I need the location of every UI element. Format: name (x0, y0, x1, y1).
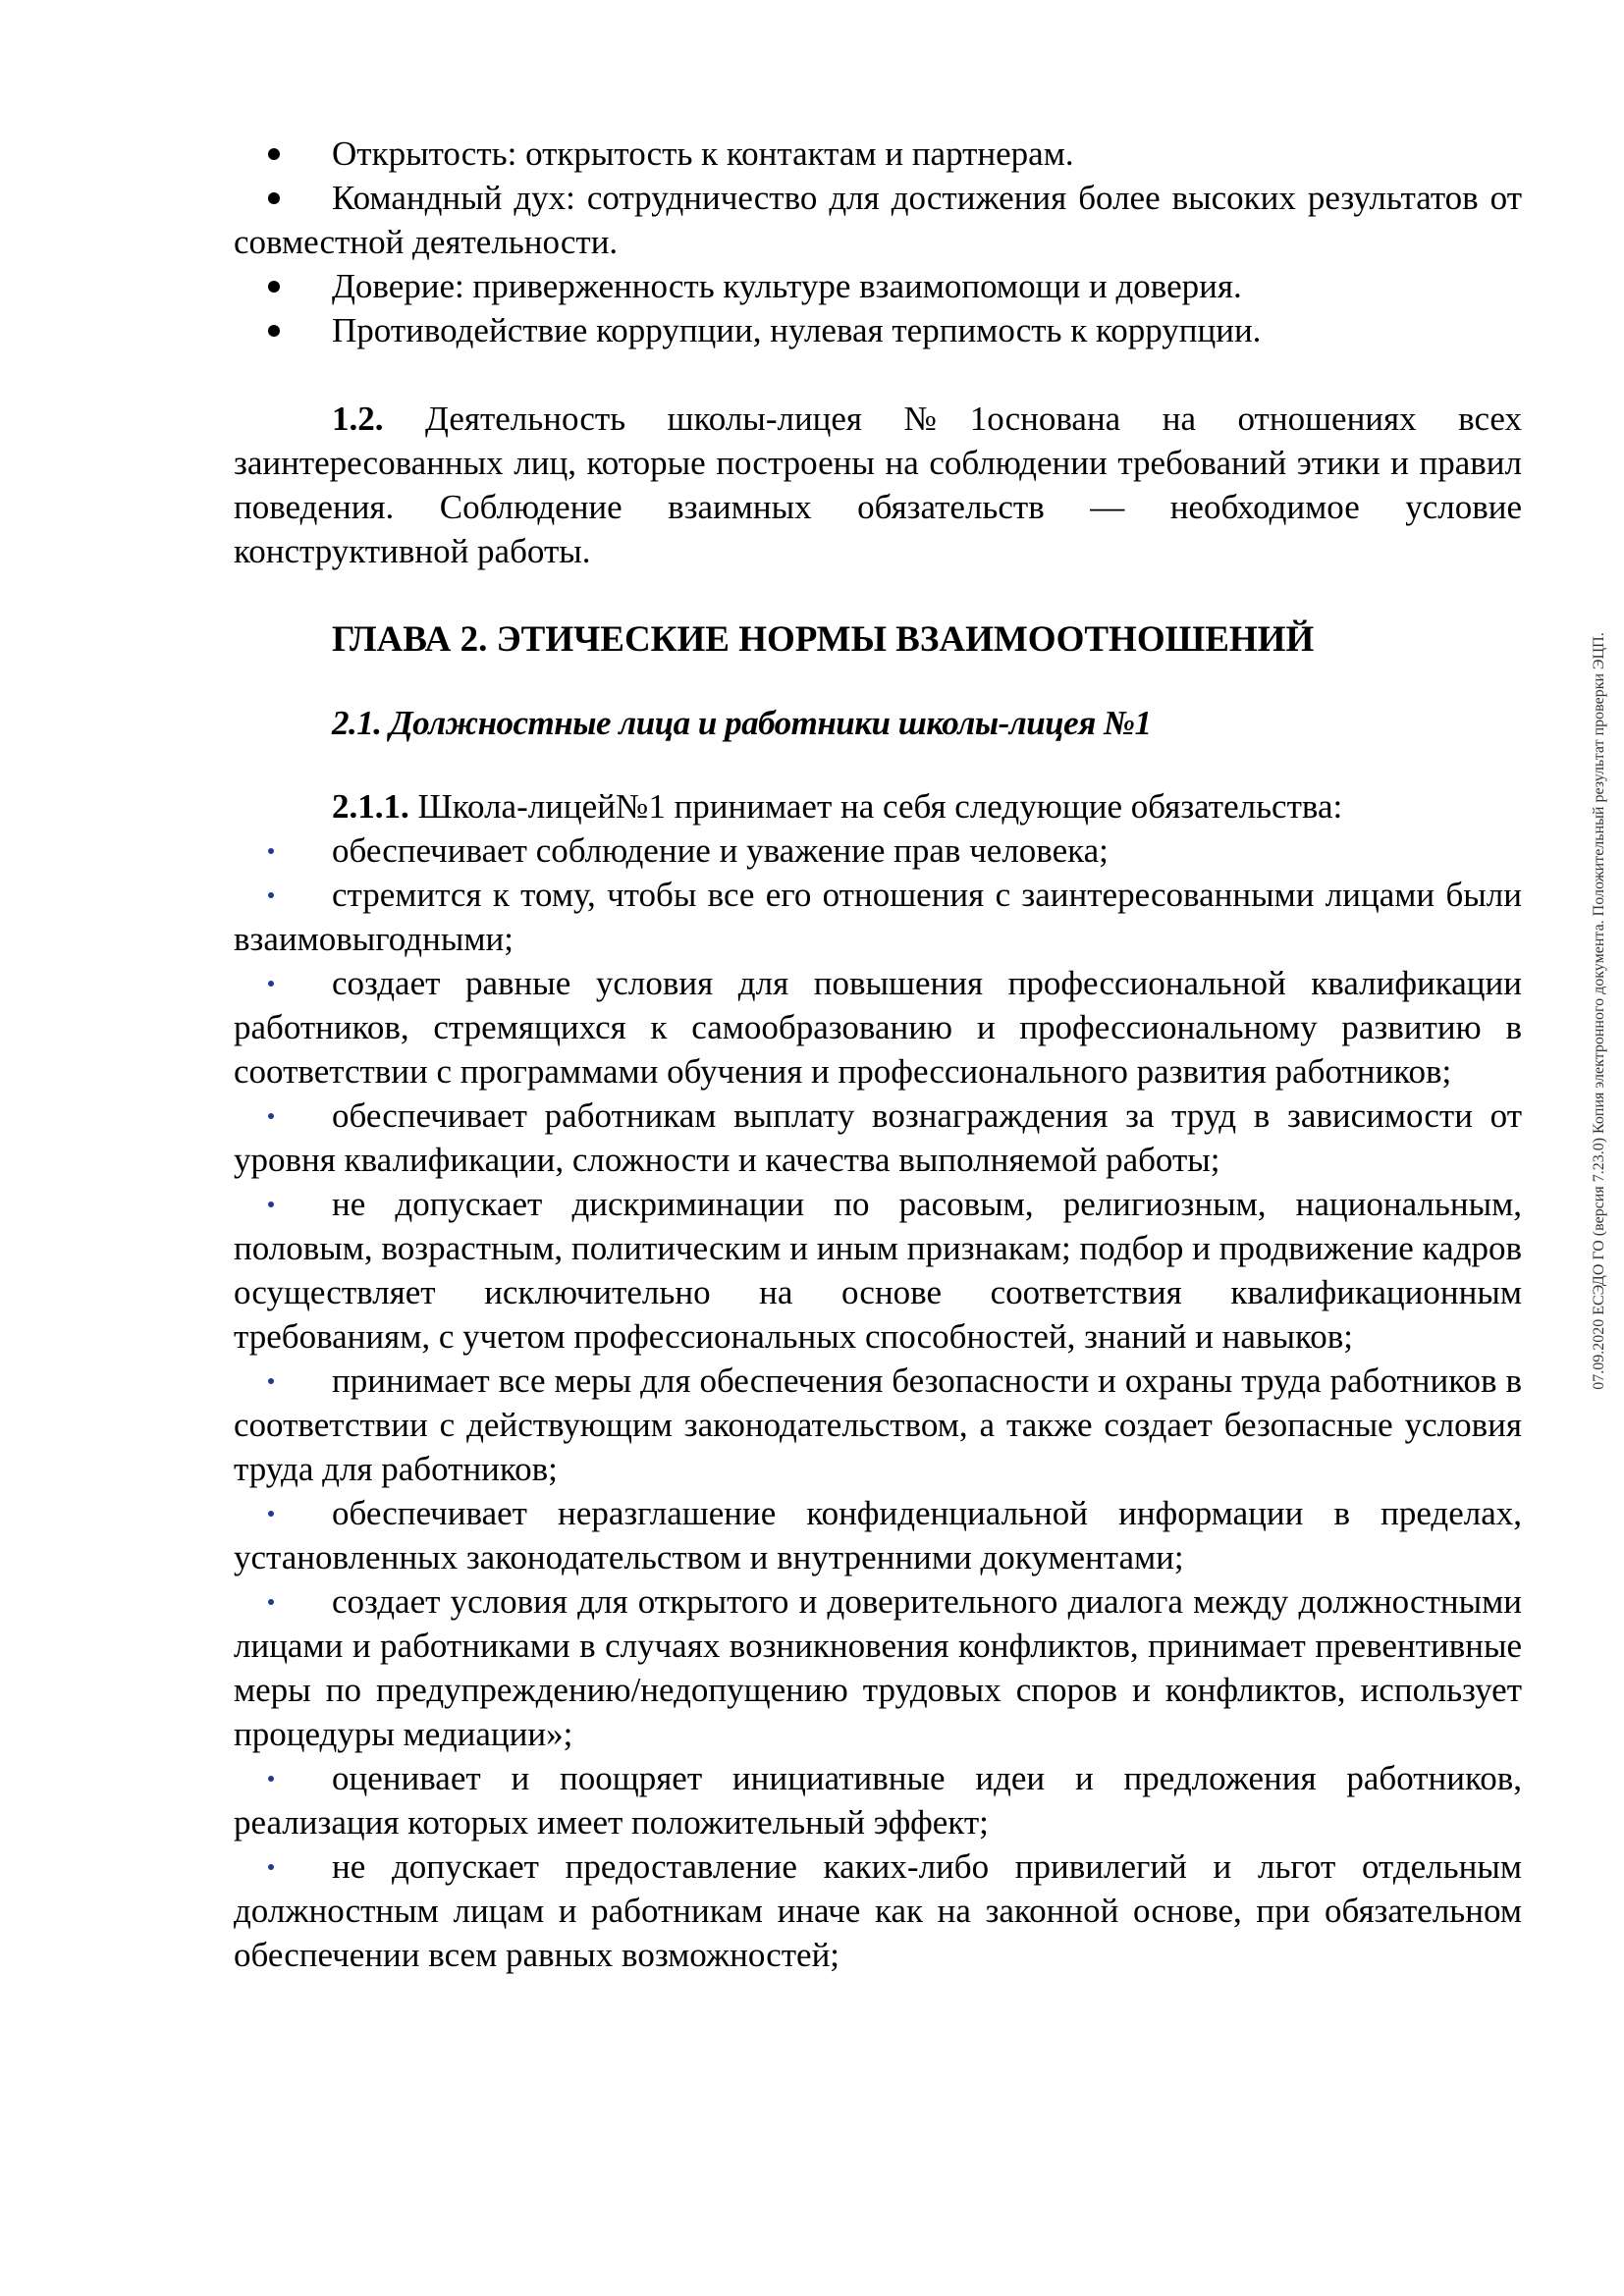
list-item: Открытость: открытость к контактам и партнерам. (332, 134, 1074, 173)
list-item: обеспечивает работникам выплату вознаграждения за труд в зависимости от уровня квалификации, сложности и качества выполняемой работы; (234, 1096, 1522, 1179)
document-body (234, 132, 1522, 1977)
list-item: создает условия для открытого и доверительного диалога между должностными лицами и работниками в случаях возникновения конфликтов, принимает превентивные меры по предупреждению/недопущению трудовых споров и конфликтов, использует процедуры медиации»; (234, 1582, 1522, 1753)
list-item: оценивает и поощряет инициативные идеи и предложения работников, реализация которых имеет положительный эффект; (234, 1759, 1522, 1842)
list-item: Противодействие коррупции, нулевая терпимость к коррупции. (332, 311, 1262, 349)
paragraph-text: Школа-лицей№1 принимает на себя следующие обязательства: (408, 787, 1343, 826)
paragraph-number: 2.1.1. (332, 787, 409, 826)
section-heading: 2.1. Должностные лица и работники школы-лицея №1 (332, 704, 1152, 742)
list-item: создает равные условия для повышения профессиональной квалификации работников, стремящихся к самообразованию и профессиональному развитию в соответствии с программами обучения и профессионального развития работников; (234, 964, 1522, 1091)
paragraph-1-2 (234, 397, 1522, 573)
list-item: не допускает предоставление каких-либо привилегий и льгот отдельным должностным лицам и работникам иначе как на законной основе, при обязательном обеспечении всем равных возможностей; (234, 1847, 1522, 1974)
paragraph-number: 1.2. (332, 400, 384, 438)
paragraph-2-1-1 (234, 784, 1522, 828)
list-item: стремится к тому, чтобы все его отношения с заинтересованными лицами были взаимовыгодными; (234, 876, 1522, 958)
list-item: обеспечивает неразглашение конфиденциальной информации в пределах, установленных законодательством и внутренними документами; (234, 1494, 1522, 1576)
list-item: не допускает дискриминации по расовым, религиозным, национальным, половым, возрастным, политическим и иным признакам; подбор и продвижение кадров осуществляет исключительно на основе соответствия квалификационным требованиям, с учетом профессиональных способностей, знаний и навыков; (234, 1185, 1522, 1356)
list-item: Доверие: приверженность культуре взаимопомощи и доверия. (332, 267, 1242, 305)
chapter-heading: ГЛАВА 2. ЭТИЧЕСКИЕ НОРМЫ ВЗАИМООТНОШЕНИЙ (332, 619, 1315, 660)
list-item: обеспечивает соблюдение и уважение прав человека; (332, 831, 1109, 870)
list-item: Командный дух: сотрудничество для достижения более высоких результатов от совместной деятельности. (234, 179, 1522, 261)
list-item: принимает все меры для обеспечения безопасности и охраны труда работников в соответствии с действующим законодательством, а также создает безопасные условия труда для работников; (234, 1362, 1522, 1488)
paragraph-text: Деятельность школы-лицея №1основана на отношениях всех заинтересованных лиц, которые построены на соблюдении требований этики и правил поведения. Соблюдение взаимных обязательств — необходимое условие конструктивной работы. (234, 400, 1522, 570)
side-stamp-text: 07.09.2020 ЕСЭДО ГО (версия 7.23.0) Копия электронного документа. Положительный результат проверки ЭЦП. (1591, 632, 1607, 1390)
